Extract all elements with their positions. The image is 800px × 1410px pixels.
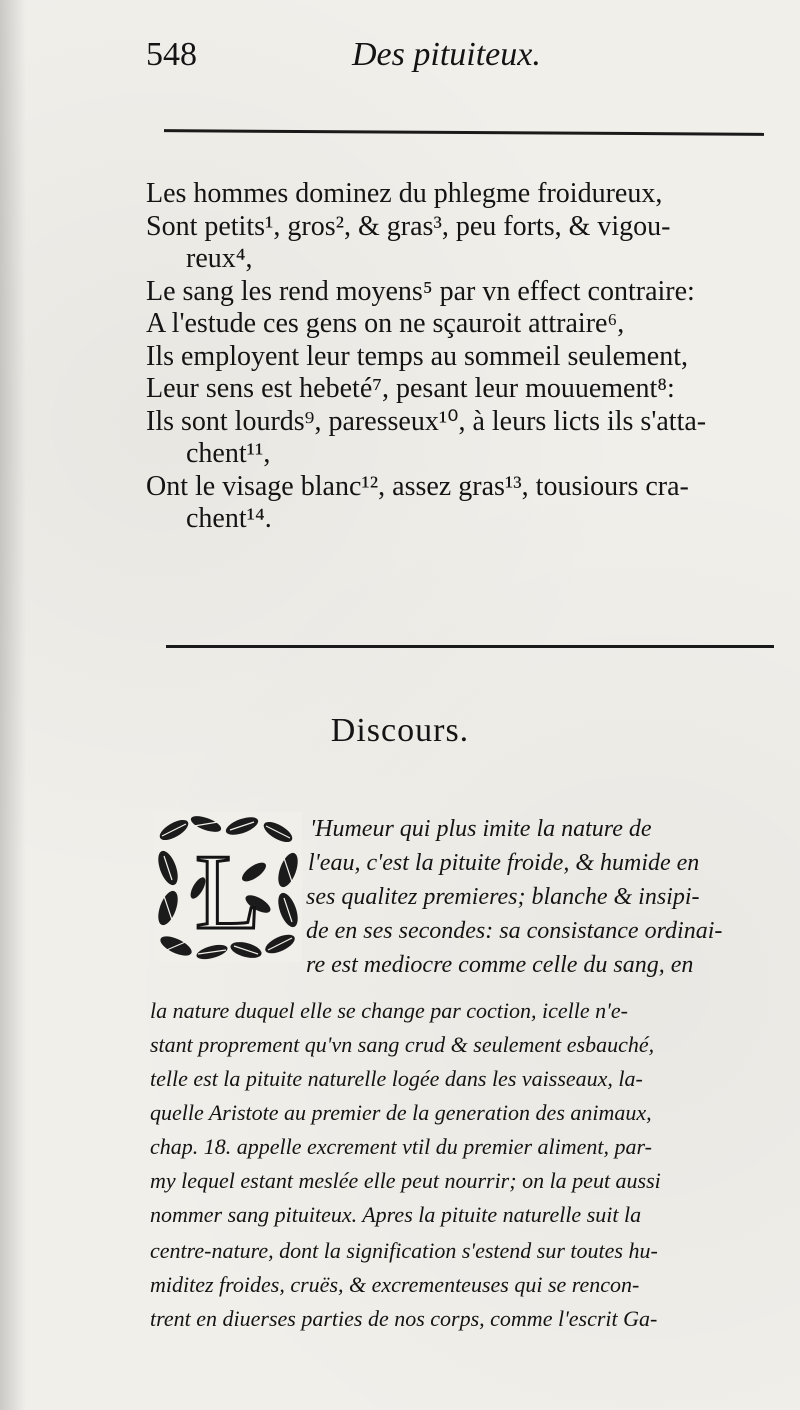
- discourse-line: quelle Aristote au premier de la generation des animaux,: [150, 1100, 652, 1125]
- discourse-line: la nature duquel elle se change par coction, icelle n'e-: [150, 998, 628, 1023]
- section-rule: [166, 645, 774, 648]
- discourse-line: centre-nature, dont la signification s'estend sur toutes hu-: [150, 1238, 658, 1263]
- verse-line: Ont le visage blanc¹², assez gras¹³, tousiours cra-: [146, 470, 689, 502]
- verse-line: Leur sens est hebeté⁷, pesant leur mouuement⁸:: [146, 373, 675, 404]
- discourse-line: my lequel estant meslée elle peut nourrir; on la peut aussi: [150, 1168, 661, 1193]
- discourse-line: nommer sang pituiteux. Apres la pituite naturelle suit la: [150, 1202, 642, 1227]
- verse-line: Le sang les rend moyens⁵ par vn effect contraire:: [146, 275, 695, 307]
- verse-line: chent¹⁴.: [186, 503, 272, 534]
- drop-cap-letter: L: [195, 833, 261, 952]
- verse-line: A l'estude ces gens on ne sçauroit attraire⁶,: [146, 308, 625, 339]
- verse-line: reux⁴,: [186, 243, 253, 274]
- discourse-line: ses qualitez premieres; blanche & insipi-: [306, 884, 700, 910]
- foliage-ornament-icon: [154, 812, 302, 962]
- discourse-line: re est mediocre comme celle du sang, en: [306, 952, 694, 978]
- top-rule: [164, 129, 764, 136]
- discourse-line: telle est la pituite naturelle logée dans les vaisseaux, la-: [150, 1066, 643, 1091]
- verse-line: Ils employent leur temps au sommeil seulement,: [146, 340, 688, 372]
- drop-cap-ornament: [154, 812, 302, 962]
- page-number: 548: [146, 36, 197, 73]
- running-head: Des pituiteux.: [352, 36, 541, 73]
- discourse-line: miditez froides, cruës, & excrementeuses qui se rencon-: [150, 1272, 640, 1297]
- discourse-line: l'eau, c'est la pituite froide, & humide en: [308, 850, 700, 876]
- discourse-line: de en ses secondes: sa consistance ordinai-: [306, 918, 723, 944]
- section-heading: Discours.: [330, 712, 470, 749]
- verse-line: Les hommes dominez du phlegme froidureux,: [146, 178, 663, 209]
- verse-line: chent¹¹,: [186, 438, 271, 469]
- verse-line: Sont petits¹, gros², & gras³, peu forts, & vigou-: [146, 210, 671, 242]
- verse-line: Ils sont lourds⁹, paresseux¹⁰, à leurs licts ils s'atta-: [146, 405, 707, 437]
- gutter-shadow: [0, 0, 26, 1410]
- discourse-line: chap. 18. appelle excrement vtil du premier aliment, par-: [150, 1134, 652, 1159]
- verse-block: [146, 178, 786, 536]
- discourse-line: 'Humeur qui plus imite la nature de: [310, 816, 652, 842]
- discourse-line: stant proprement qu'vn sang crud & seulement esbauché,: [150, 1032, 655, 1057]
- discourse-line: trent en diuerses parties de nos corps, comme l'escrit Ga-: [150, 1306, 658, 1331]
